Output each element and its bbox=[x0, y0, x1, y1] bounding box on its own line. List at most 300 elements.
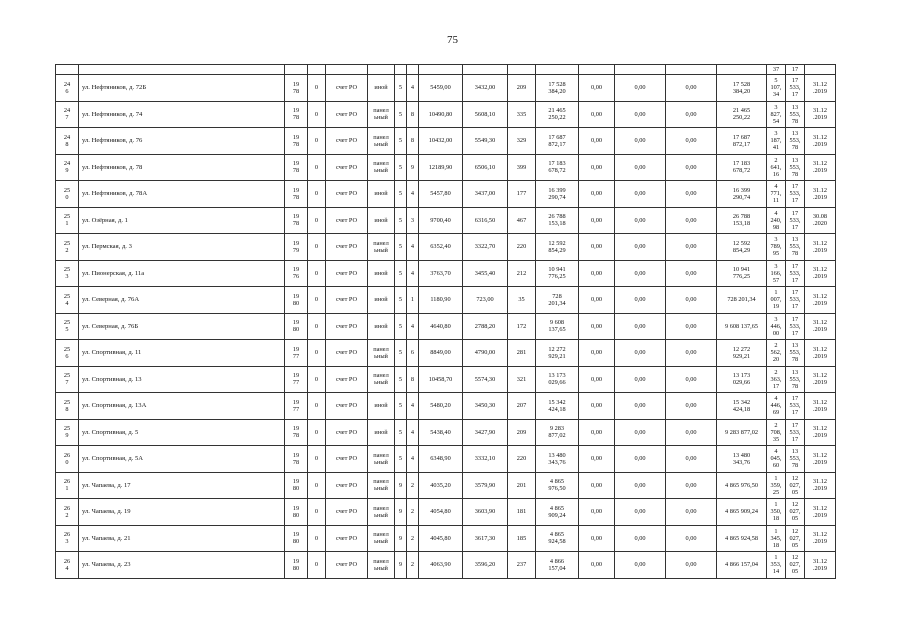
residents-cell: 220 bbox=[508, 446, 536, 473]
residents-cell: 172 bbox=[508, 313, 536, 340]
table-row bbox=[56, 234, 836, 261]
funding-method-cell: счет РО bbox=[326, 552, 368, 579]
residential-area-cell: 3322,70 bbox=[463, 234, 508, 261]
year-cell: 19 77 bbox=[285, 366, 308, 393]
year-cell: 19 77 bbox=[285, 393, 308, 420]
residential-area-cell: 3427,90 bbox=[463, 419, 508, 446]
municipal-funds-cell: 0,00 bbox=[666, 101, 717, 128]
total-cost-cell: 728 201,34 bbox=[536, 287, 579, 314]
total-area-cell: 4045,80 bbox=[419, 525, 463, 552]
floors-cell: 9 bbox=[395, 499, 407, 526]
total-cost-cell: 17 687 872,17 bbox=[536, 128, 579, 155]
total-area-cell: 4035,20 bbox=[419, 472, 463, 499]
federal-funds-cell: 0,00 bbox=[579, 340, 615, 367]
wall-material-cell: панел ьный bbox=[368, 101, 395, 128]
total-cost-cell: 13 173 029,66 bbox=[536, 366, 579, 393]
zero-flag-cell: 0 bbox=[308, 393, 326, 420]
funding-method-cell: счет РО bbox=[326, 499, 368, 526]
completion-date-cell: 31.12 .2019 bbox=[805, 499, 836, 526]
regional-funds-cell: 0,00 bbox=[615, 340, 666, 367]
wall-material-cell: иной bbox=[368, 207, 395, 234]
wall-material-cell: панел ьный bbox=[368, 154, 395, 181]
owners-funds-cell: 17 183 678,72 bbox=[717, 154, 767, 181]
specific-cost-cell: 5 107, 34 bbox=[767, 75, 786, 102]
limit-cost-cell: 12 027, 05 bbox=[786, 472, 805, 499]
address-cell: ул. Пионерская, д. 11а bbox=[79, 260, 285, 287]
row-number-cell: 25 0 bbox=[56, 181, 79, 208]
limit-cost-cell: 13 553, 78 bbox=[786, 101, 805, 128]
funding-method-cell: счет РО bbox=[326, 154, 368, 181]
floors-cell: 5 bbox=[395, 340, 407, 367]
regional-funds-cell: 0,00 bbox=[615, 75, 666, 102]
regional-funds-cell: 0,00 bbox=[615, 181, 666, 208]
limit-cost-cell: 13 553, 78 bbox=[786, 366, 805, 393]
completion-date-cell: 31.12 .2019 bbox=[805, 287, 836, 314]
residents-cell: 181 bbox=[508, 499, 536, 526]
completion-date-cell: 31.12 .2019 bbox=[805, 340, 836, 367]
zero-flag-cell: 0 bbox=[308, 472, 326, 499]
federal-funds-cell: 0,00 bbox=[579, 128, 615, 155]
capital-repair-register-table bbox=[55, 64, 836, 579]
specific-cost-cell: 1 359, 25 bbox=[767, 472, 786, 499]
residential-area-cell: 2788,20 bbox=[463, 313, 508, 340]
completion-date-cell: 31.12 .2019 bbox=[805, 181, 836, 208]
wall-material-cell: панел ьный bbox=[368, 234, 395, 261]
year-cell: 19 79 bbox=[285, 234, 308, 261]
total-cost-cell: 21 465 250,22 bbox=[536, 101, 579, 128]
funding-method-cell: счет РО bbox=[326, 260, 368, 287]
federal-funds-cell: 0,00 bbox=[579, 234, 615, 261]
funding-method-cell: счет РО bbox=[326, 340, 368, 367]
owners-funds-cell: 9 283 877,02 bbox=[717, 419, 767, 446]
wall-material-cell: панел ьный bbox=[368, 525, 395, 552]
row-number-cell: 25 4 bbox=[56, 287, 79, 314]
specific-cost-cell: 3 827, 54 bbox=[767, 101, 786, 128]
address-cell: ул. Озёрная, д. 1 bbox=[79, 207, 285, 234]
total-cost-cell: 9 283 877,02 bbox=[536, 419, 579, 446]
zero-flag-cell: 0 bbox=[308, 287, 326, 314]
residential-area-cell: 6316,50 bbox=[463, 207, 508, 234]
row-number-cell: 26 1 bbox=[56, 472, 79, 499]
address-cell: ул. Чапаева, д. 17 bbox=[79, 472, 285, 499]
regional-funds-cell: 0,00 bbox=[615, 287, 666, 314]
residential-area-cell: 4790,00 bbox=[463, 340, 508, 367]
wall-material-cell: иной bbox=[368, 313, 395, 340]
floors-cell: 5 bbox=[395, 234, 407, 261]
residents-cell: 201 bbox=[508, 472, 536, 499]
specific-cost-cell: 4 771, 11 bbox=[767, 181, 786, 208]
total-cost-cell: 26 788 153,18 bbox=[536, 207, 579, 234]
total-cost-cell: 10 941 776,25 bbox=[536, 260, 579, 287]
total-area-cell: 5457,80 bbox=[419, 181, 463, 208]
municipal-funds-cell: 0,00 bbox=[666, 313, 717, 340]
address-cell: ул. Нефтяников, д. 76 bbox=[79, 128, 285, 155]
address-cell: ул. Спортивная, д. 5 bbox=[79, 419, 285, 446]
entrances-cell: 8 bbox=[407, 101, 419, 128]
residential-area-cell: 3579,90 bbox=[463, 472, 508, 499]
entrances-cell: 4 bbox=[407, 260, 419, 287]
funding-method-cell: счет РО bbox=[326, 101, 368, 128]
address-cell: ул. Нефтяников, д. 72Б bbox=[79, 75, 285, 102]
specific-cost-cell: 2 363, 17 bbox=[767, 366, 786, 393]
total-area-cell: 5480,20 bbox=[419, 393, 463, 420]
completion-date-cell: 31.12 .2019 bbox=[805, 101, 836, 128]
municipal-funds-cell: 0,00 bbox=[666, 340, 717, 367]
year-cell: 19 76 bbox=[285, 260, 308, 287]
municipal-funds-cell: 0,00 bbox=[666, 260, 717, 287]
year-cell: 19 78 bbox=[285, 101, 308, 128]
residents-cell: 329 bbox=[508, 128, 536, 155]
total-area-cell: 4640,80 bbox=[419, 313, 463, 340]
regional-funds-cell: 0,00 bbox=[615, 313, 666, 340]
residents-cell: 35 bbox=[508, 287, 536, 314]
residential-area-cell: 3617,30 bbox=[463, 525, 508, 552]
limit-cost-cell: 13 553, 78 bbox=[786, 446, 805, 473]
table-row bbox=[56, 154, 836, 181]
funding-method-cell: счет РО bbox=[326, 75, 368, 102]
total-cost-cell: 4 865 924,58 bbox=[536, 525, 579, 552]
total-area-cell: 12189,90 bbox=[419, 154, 463, 181]
federal-funds-cell: 0,00 bbox=[579, 260, 615, 287]
funding-method-cell: счет РО bbox=[326, 525, 368, 552]
address-cell: ул. Нефтяников, д. 74 bbox=[79, 101, 285, 128]
floors-cell: 5 bbox=[395, 101, 407, 128]
wall-material-cell: иной bbox=[368, 287, 395, 314]
completion-date-cell: 31.12 .2019 bbox=[805, 419, 836, 446]
municipal-funds-cell: 0,00 bbox=[666, 75, 717, 102]
floors-cell: 5 bbox=[395, 207, 407, 234]
residential-area-cell: 3596,20 bbox=[463, 552, 508, 579]
federal-funds-cell: 0,00 bbox=[579, 207, 615, 234]
funding-method-cell: счет РО bbox=[326, 207, 368, 234]
year-cell: 19 77 bbox=[285, 340, 308, 367]
address-cell: ул. Чапаева, д. 21 bbox=[79, 525, 285, 552]
wall-material-cell: иной bbox=[368, 419, 395, 446]
funding-method-cell: счет РО bbox=[326, 181, 368, 208]
wall-material-cell: иной bbox=[368, 260, 395, 287]
residential-area-cell: 3432,00 bbox=[463, 75, 508, 102]
municipal-funds-cell: 0,00 bbox=[666, 525, 717, 552]
address-cell: ул. Спортивная, д. 13 bbox=[79, 366, 285, 393]
limit-cost-cell: 13 553, 78 bbox=[786, 128, 805, 155]
row-number-cell: 26 3 bbox=[56, 525, 79, 552]
funding-method-cell: счет РО bbox=[326, 446, 368, 473]
federal-funds-cell: 0,00 bbox=[579, 419, 615, 446]
table-row bbox=[56, 75, 836, 102]
specific-cost-cell: 1 345, 18 bbox=[767, 525, 786, 552]
zero-flag-cell: 0 bbox=[308, 366, 326, 393]
owners-funds-cell: 21 465 250,22 bbox=[717, 101, 767, 128]
regional-funds-cell: 0,00 bbox=[615, 393, 666, 420]
entrances-cell: 4 bbox=[407, 234, 419, 261]
year-cell: 19 78 bbox=[285, 181, 308, 208]
page-number: 75 bbox=[447, 34, 458, 46]
funding-method-cell: счет РО bbox=[326, 393, 368, 420]
table-row bbox=[56, 499, 836, 526]
entrances-cell: 1 bbox=[407, 287, 419, 314]
limit-cost-cell: 17 533, 17 bbox=[786, 181, 805, 208]
municipal-funds-cell: 0,00 bbox=[666, 287, 717, 314]
total-area-cell: 4054,80 bbox=[419, 499, 463, 526]
entrances-cell: 6 bbox=[407, 340, 419, 367]
regional-funds-cell: 0,00 bbox=[615, 154, 666, 181]
residential-area-cell: 5549,30 bbox=[463, 128, 508, 155]
total-area-cell: 1180,90 bbox=[419, 287, 463, 314]
federal-funds-cell: 0,00 bbox=[579, 472, 615, 499]
completion-date-cell: 31.12 .2019 bbox=[805, 75, 836, 102]
total-area-cell: 4063,90 bbox=[419, 552, 463, 579]
municipal-funds-cell: 0,00 bbox=[666, 393, 717, 420]
residents-cell: 281 bbox=[508, 340, 536, 367]
specific-cost-cell: 3 166, 57 bbox=[767, 260, 786, 287]
total-area-cell: 10490,80 bbox=[419, 101, 463, 128]
table-row bbox=[56, 366, 836, 393]
continuation-specific-cost: 37 bbox=[767, 65, 786, 75]
table-row bbox=[56, 260, 836, 287]
residential-area-cell: 3455,40 bbox=[463, 260, 508, 287]
limit-cost-cell: 12 027, 05 bbox=[786, 499, 805, 526]
limit-cost-cell: 17 533, 17 bbox=[786, 393, 805, 420]
limit-cost-cell: 17 533, 17 bbox=[786, 287, 805, 314]
federal-funds-cell: 0,00 bbox=[579, 287, 615, 314]
row-number-cell: 25 9 bbox=[56, 419, 79, 446]
specific-cost-cell: 4 240, 98 bbox=[767, 207, 786, 234]
funding-method-cell: счет РО bbox=[326, 234, 368, 261]
residents-cell: 467 bbox=[508, 207, 536, 234]
federal-funds-cell: 0,00 bbox=[579, 366, 615, 393]
address-cell: ул. Спортивная, д. 11 bbox=[79, 340, 285, 367]
residential-area-cell: 5574,30 bbox=[463, 366, 508, 393]
municipal-funds-cell: 0,00 bbox=[666, 472, 717, 499]
row-number-cell: 24 6 bbox=[56, 75, 79, 102]
completion-date-cell: 31.12 .2019 bbox=[805, 472, 836, 499]
total-area-cell: 6352,40 bbox=[419, 234, 463, 261]
regional-funds-cell: 0,00 bbox=[615, 552, 666, 579]
owners-funds-cell: 4 865 976,50 bbox=[717, 472, 767, 499]
municipal-funds-cell: 0,00 bbox=[666, 154, 717, 181]
row-number-cell: 26 0 bbox=[56, 446, 79, 473]
residents-cell: 237 bbox=[508, 552, 536, 579]
address-cell: ул. Северная, д. 76Б bbox=[79, 313, 285, 340]
table-row bbox=[56, 419, 836, 446]
floors-cell: 9 bbox=[395, 525, 407, 552]
entrances-cell: 8 bbox=[407, 366, 419, 393]
table-row bbox=[56, 472, 836, 499]
funding-method-cell: счет РО bbox=[326, 128, 368, 155]
zero-flag-cell: 0 bbox=[308, 101, 326, 128]
row-number-cell: 24 7 bbox=[56, 101, 79, 128]
row-number-cell: 24 8 bbox=[56, 128, 79, 155]
limit-cost-cell: 17 533, 17 bbox=[786, 75, 805, 102]
wall-material-cell: панел ьный bbox=[368, 472, 395, 499]
owners-funds-cell: 17 687 872,17 bbox=[717, 128, 767, 155]
zero-flag-cell: 0 bbox=[308, 525, 326, 552]
total-cost-cell: 4 865 909,24 bbox=[536, 499, 579, 526]
zero-flag-cell: 0 bbox=[308, 260, 326, 287]
table-row bbox=[56, 393, 836, 420]
table-row bbox=[56, 552, 836, 579]
entrances-cell: 2 bbox=[407, 499, 419, 526]
specific-cost-cell: 1 007, 19 bbox=[767, 287, 786, 314]
total-cost-cell: 13 480 343,76 bbox=[536, 446, 579, 473]
completion-date-cell: 31.12 .2019 bbox=[805, 393, 836, 420]
specific-cost-cell: 1 353, 14 bbox=[767, 552, 786, 579]
floors-cell: 5 bbox=[395, 313, 407, 340]
wall-material-cell: иной bbox=[368, 75, 395, 102]
entrances-cell: 2 bbox=[407, 552, 419, 579]
limit-cost-cell: 17 533, 17 bbox=[786, 419, 805, 446]
total-cost-cell: 17 528 384,20 bbox=[536, 75, 579, 102]
zero-flag-cell: 0 bbox=[308, 446, 326, 473]
completion-date-cell: 31.12 .2019 bbox=[805, 128, 836, 155]
floors-cell: 5 bbox=[395, 446, 407, 473]
year-cell: 19 80 bbox=[285, 525, 308, 552]
residents-cell: 185 bbox=[508, 525, 536, 552]
regional-funds-cell: 0,00 bbox=[615, 472, 666, 499]
table-body bbox=[56, 65, 836, 579]
completion-date-cell: 31.12 .2019 bbox=[805, 260, 836, 287]
funding-method-cell: счет РО bbox=[326, 313, 368, 340]
owners-funds-cell: 13 173 029,66 bbox=[717, 366, 767, 393]
completion-date-cell: 31.12 .2019 bbox=[805, 446, 836, 473]
table-row bbox=[56, 207, 836, 234]
zero-flag-cell: 0 bbox=[308, 154, 326, 181]
address-cell: ул. Чапаева, д. 23 bbox=[79, 552, 285, 579]
year-cell: 19 78 bbox=[285, 154, 308, 181]
zero-flag-cell: 0 bbox=[308, 234, 326, 261]
zero-flag-cell: 0 bbox=[308, 419, 326, 446]
address-cell: ул. Северная, д. 76А bbox=[79, 287, 285, 314]
federal-funds-cell: 0,00 bbox=[579, 75, 615, 102]
municipal-funds-cell: 0,00 bbox=[666, 128, 717, 155]
funding-method-cell: счет РО bbox=[326, 472, 368, 499]
total-area-cell: 3763,70 bbox=[419, 260, 463, 287]
total-area-cell: 10432,00 bbox=[419, 128, 463, 155]
year-cell: 19 78 bbox=[285, 207, 308, 234]
table-row bbox=[56, 181, 836, 208]
entrances-cell: 4 bbox=[407, 393, 419, 420]
specific-cost-cell: 3 446, 00 bbox=[767, 313, 786, 340]
residential-area-cell: 3603,90 bbox=[463, 499, 508, 526]
year-cell: 19 80 bbox=[285, 552, 308, 579]
floors-cell: 5 bbox=[395, 393, 407, 420]
municipal-funds-cell: 0,00 bbox=[666, 419, 717, 446]
limit-cost-cell: 12 027, 05 bbox=[786, 552, 805, 579]
year-cell: 19 80 bbox=[285, 472, 308, 499]
table-row bbox=[56, 525, 836, 552]
address-cell: ул. Нефтяников, д. 78 bbox=[79, 154, 285, 181]
year-cell: 19 78 bbox=[285, 446, 308, 473]
entrances-cell: 3 bbox=[407, 207, 419, 234]
owners-funds-cell: 4 866 157,04 bbox=[717, 552, 767, 579]
entrances-cell: 4 bbox=[407, 181, 419, 208]
residents-cell: 220 bbox=[508, 234, 536, 261]
year-cell: 19 80 bbox=[285, 313, 308, 340]
entrances-cell: 2 bbox=[407, 525, 419, 552]
municipal-funds-cell: 0,00 bbox=[666, 234, 717, 261]
residents-cell: 399 bbox=[508, 154, 536, 181]
municipal-funds-cell: 0,00 bbox=[666, 499, 717, 526]
zero-flag-cell: 0 bbox=[308, 207, 326, 234]
floors-cell: 5 bbox=[395, 75, 407, 102]
federal-funds-cell: 0,00 bbox=[579, 393, 615, 420]
zero-flag-cell: 0 bbox=[308, 313, 326, 340]
completion-date-cell: 31.12 .2019 bbox=[805, 234, 836, 261]
address-cell: ул. Чапаева, д. 19 bbox=[79, 499, 285, 526]
regional-funds-cell: 0,00 bbox=[615, 446, 666, 473]
total-area-cell: 10458,70 bbox=[419, 366, 463, 393]
owners-funds-cell: 12 592 854,29 bbox=[717, 234, 767, 261]
regional-funds-cell: 0,00 bbox=[615, 419, 666, 446]
residential-area-cell: 3450,30 bbox=[463, 393, 508, 420]
regional-funds-cell: 0,00 bbox=[615, 366, 666, 393]
funding-method-cell: счет РО bbox=[326, 287, 368, 314]
owners-funds-cell: 17 528 384,20 bbox=[717, 75, 767, 102]
floors-cell: 5 bbox=[395, 287, 407, 314]
owners-funds-cell: 4 865 924,58 bbox=[717, 525, 767, 552]
federal-funds-cell: 0,00 bbox=[579, 154, 615, 181]
year-cell: 19 78 bbox=[285, 128, 308, 155]
owners-funds-cell: 10 941 776,25 bbox=[717, 260, 767, 287]
floors-cell: 5 bbox=[395, 154, 407, 181]
zero-flag-cell: 0 bbox=[308, 340, 326, 367]
completion-date-cell: 31.12 .2019 bbox=[805, 154, 836, 181]
wall-material-cell: панел ьный bbox=[368, 340, 395, 367]
total-cost-cell: 17 183 678,72 bbox=[536, 154, 579, 181]
limit-cost-cell: 13 553, 78 bbox=[786, 234, 805, 261]
owners-funds-cell: 9 608 137,65 bbox=[717, 313, 767, 340]
total-cost-cell: 16 399 290,74 bbox=[536, 181, 579, 208]
row-number-cell: 25 6 bbox=[56, 340, 79, 367]
floors-cell: 9 bbox=[395, 552, 407, 579]
funding-method-cell: счет РО bbox=[326, 419, 368, 446]
table-row bbox=[56, 128, 836, 155]
owners-funds-cell: 26 788 153,18 bbox=[717, 207, 767, 234]
owners-funds-cell: 728 201,34 bbox=[717, 287, 767, 314]
row-number-cell: 26 2 bbox=[56, 499, 79, 526]
residents-cell: 209 bbox=[508, 75, 536, 102]
continuation-row bbox=[56, 65, 836, 75]
federal-funds-cell: 0,00 bbox=[579, 181, 615, 208]
limit-cost-cell: 12 027, 05 bbox=[786, 525, 805, 552]
wall-material-cell: панел ьный bbox=[368, 552, 395, 579]
owners-funds-cell: 4 865 909,24 bbox=[717, 499, 767, 526]
residents-cell: 177 bbox=[508, 181, 536, 208]
continuation-tariff: 17 bbox=[786, 65, 805, 75]
total-cost-cell: 12 592 854,29 bbox=[536, 234, 579, 261]
municipal-funds-cell: 0,00 bbox=[666, 366, 717, 393]
table-row bbox=[56, 446, 836, 473]
federal-funds-cell: 0,00 bbox=[579, 101, 615, 128]
row-number-cell: 25 7 bbox=[56, 366, 79, 393]
limit-cost-cell: 13 553, 78 bbox=[786, 154, 805, 181]
regional-funds-cell: 0,00 bbox=[615, 207, 666, 234]
floors-cell: 9 bbox=[395, 472, 407, 499]
specific-cost-cell: 2 708, 35 bbox=[767, 419, 786, 446]
total-area-cell: 8849,00 bbox=[419, 340, 463, 367]
residential-area-cell: 3437,00 bbox=[463, 181, 508, 208]
total-area-cell: 6348,90 bbox=[419, 446, 463, 473]
entrances-cell: 4 bbox=[407, 75, 419, 102]
completion-date-cell: 30.08 .2020 bbox=[805, 207, 836, 234]
wall-material-cell: панел ьный bbox=[368, 366, 395, 393]
residents-cell: 335 bbox=[508, 101, 536, 128]
floors-cell: 5 bbox=[395, 366, 407, 393]
row-number-cell: 25 5 bbox=[56, 313, 79, 340]
limit-cost-cell: 17 533, 17 bbox=[786, 260, 805, 287]
floors-cell: 5 bbox=[395, 260, 407, 287]
wall-material-cell: панел ьный bbox=[368, 128, 395, 155]
